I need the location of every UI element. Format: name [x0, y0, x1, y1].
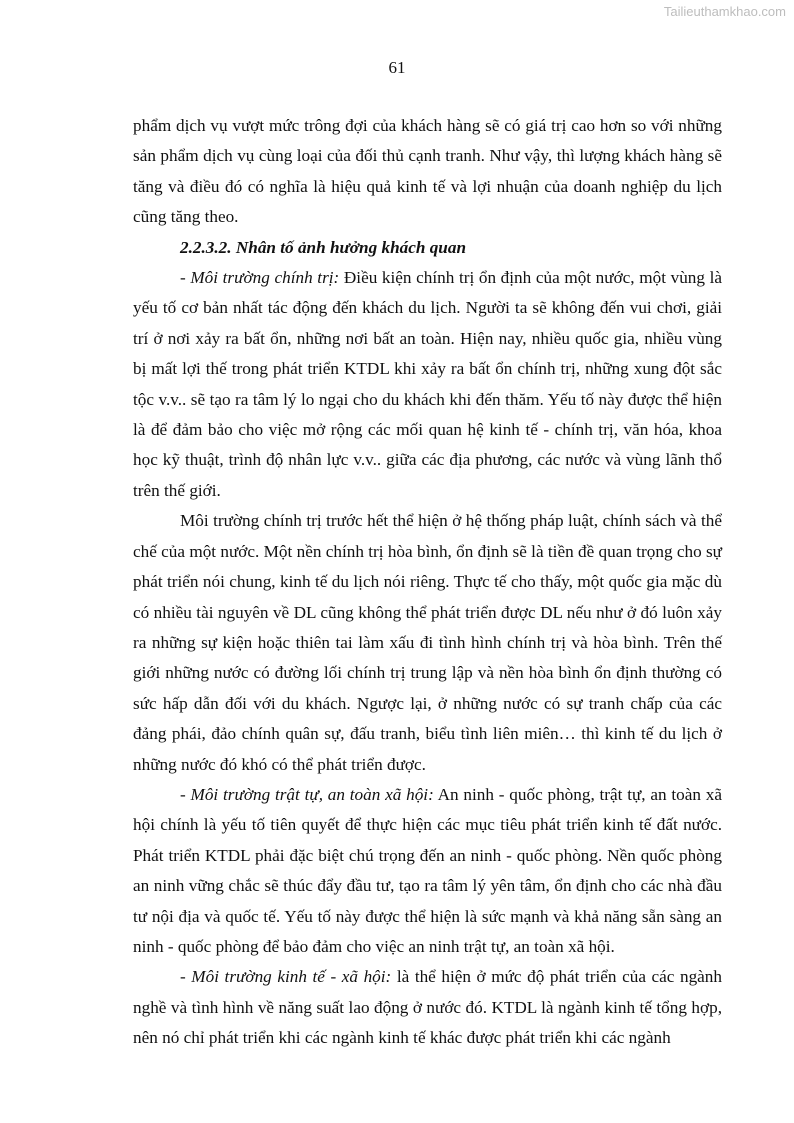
paragraph-socioeconomic — [133, 962, 722, 1053]
section-heading: 2.2.3.2. Nhân tố ảnh hưởng khách quan — [180, 237, 467, 257]
paragraph-political-system: Môi trường chính trị trước hết thể hiện ở hệ thống pháp luật, chính sách và thể chế của một nước. Một nền chính trị hòa bình, ổn định sẽ là tiền đề quan trọng cho sự phát triển nói chung, kinh tế du lịch nói riêng. Thực tế cho thấy, một quốc gia mặc dù có nhiều tài nguyên về DL cũng không thể phát triển được DL nếu như ở đó luôn xảy ra những sự kiện hoặc thiên tai làm xấu đi tình hình chính trị và hòa bình. Trên thế giới những nước có đường lối chính trị trung lập và nền hòa bình ổn định thường có sức hấp dẫn đối với du khách. Ngược lại, ở những nước có sự tranh chấp của các đảng phái, đảo chính quân sự, đấu tranh, biểu tình liên miên… thì kinh tế du lịch ở những nước đó khó có thể phát triển được. — [133, 511, 722, 774]
paragraph-lead: - Môi trường kinh tế - xã hội: — [180, 967, 392, 987]
paragraph-text: là thể hiện ở mức độ phát triển của các ngành nghề và tình hình về năng suất lao động ở nước đó. KTDL là ngành kinh tế tổng hợp, nên nó chỉ phát triển khi các ngành kinh tế khác được phát triển khi các ngành — [133, 967, 722, 1048]
paragraph-text: Điều kiện chính trị ổn định của một nước, một vùng là yếu tố cơ bản nhất tác động đến khách du lịch. Người ta sẽ không đến vui chơi, giải trí ở nơi xảy ra bất ổn, những nơi bất an toàn. Hiện nay, nhiều quốc gia, nhiều vùng bị mất lợi thế trong phát triển KTDL khi xảy ra bất ổn chính trị, những xung đột sắc tộc v.v.. sẽ tạo ra tâm lý lo ngại cho du khách khi đến thăm. Yếu tố này được thể hiện là để đảm bảo cho việc mở rộng các mối quan hệ kinh tế - chính trị, văn hóa, khoa học kỹ thuật, trình độ nhân lực v.v.. giữa các địa phương, các nước và vùng lãnh thổ trên thế giới. — [133, 268, 722, 500]
paragraph-text: An ninh - quốc phòng, trật tự, an toàn xã hội chính là yếu tố tiên quyết để thực hiện các mục tiêu phát triển kinh tế đất nước. Phát triển KTDL phải đặc biệt chú trọng đến an ninh - quốc phòng. Nền quốc phòng an ninh vững chắc sẽ thúc đẩy đầu tư, tạo ra tâm lý yên tâm, ổn định cho các nhà đầu tư nội địa và quốc tế. Yếu tố này được thể hiện là sức mạnh và khả năng sẵn sàng an ninh - quốc phòng để bảo đảm cho việc an ninh trật tự, an toàn xã hội. — [133, 784, 722, 956]
watermark: Tailieuthamkhao.com — [663, 4, 786, 19]
document-body — [133, 111, 722, 1054]
paragraph-social-safety — [133, 780, 722, 962]
paragraph-political-environment — [133, 263, 722, 506]
page-number: 61 — [388, 58, 406, 77]
paragraph-lead: - Môi trường trật tự, an toàn xã hội: — [180, 784, 434, 804]
paragraph-lead: - Môi trường chính trị: — [180, 268, 340, 288]
paragraph-continuation: phẩm dịch vụ vượt mức trông đợi của khách hàng sẽ có giá trị cao hơn so với những sản phẩm dịch vụ cùng loại của đối thủ cạnh tranh. Như vậy, thì lượng khách hàng sẽ tăng và điều đó có nghĩa là hiệu quả kinh tế và lợi nhuận của doanh nghiệp du lịch cũng tăng theo. — [133, 116, 722, 227]
